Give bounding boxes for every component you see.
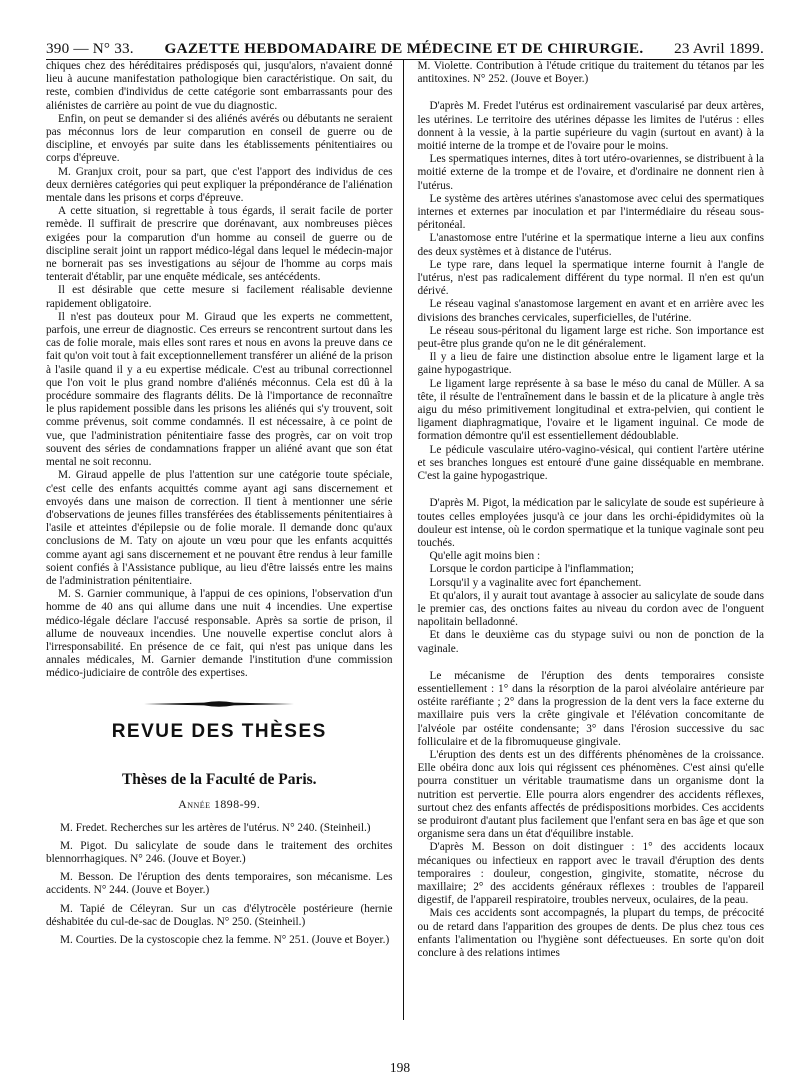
thesis-entry: M. Courties. De la cystoscopie chez la femme. N° 251. (Jouve et Boyer.) bbox=[60, 933, 390, 946]
paragraph: Le réseau sous-péritonal du ligament large est riche. Son importance est peut-être plus grande qu'on ne le dit généralement. bbox=[417, 324, 764, 351]
academic-year: Année 1898-99. bbox=[178, 796, 261, 811]
header-page-issue: 390 — N° 33. bbox=[46, 40, 134, 57]
paragraph: Lorsque le cordon participe à l'inflammation; bbox=[429, 563, 634, 576]
paragraph: chiques chez des héréditaires prédisposés qui, jusqu'alors, n'avaient donné lieu à aucune manifestation pathologique bien caractéristique. On sait, du reste, combien d'individus de cette catégorie sont embarrassants pour des aliénistes de carrière au point de vue du diagnostic. bbox=[46, 60, 393, 112]
paragraph: A cette situation, si regrettable à tous égards, il serait facile de porter remède. Il suffirait de prescrire que dorénavant, aux nombreuses pièces exigées pour la comparution d'un homme au conseil de guerre ou de discipline serait joint un rapport médico-légal dans lequel le médecin-major ne bornerait pas ses investigations au séjour de l'homme au corps mais tenterait d'établir, par une enquête médicale, ses antécédents. bbox=[46, 205, 393, 284]
paragraph: D'après M. Pigot, la médication par le salicylate de soude est supérieure à toutes celles employées jusqu'à ce jour dans les orchi-épididymites où la douleur est intense, où le cordon spermatique et la tunique vaginale sont peu touchés. bbox=[417, 497, 764, 549]
paragraph: Enfin, on peut se demander si des aliénés avérés ou débutants ne seraient pas méconnus lors de leur comparution en conseil de guerre ou de discipline, et envoyés par suite dans les établissements pénitentiaires ou corps d'épreuve. bbox=[46, 112, 393, 165]
ornamental-rule-icon bbox=[144, 699, 294, 709]
header-date: 23 Avril 1899. bbox=[674, 40, 764, 57]
section-divider bbox=[46, 695, 393, 713]
thesis-entry: M. Pigot. Du salicylate de soude dans le traitement des orchites blennorrhagiques. N° 246. (Jouve et Boyer.) bbox=[46, 839, 393, 865]
paragraph: Il n'est pas douteux pour M. Giraud que les experts ne commettent, parfois, une erreur de diagnostic. Ces erreurs se rencontrent surtout dans les cas de folie morale, mais elles sont rares et nous en avons la preuve dans ce fait qu'on voit tout à fait exceptionnellement transférer un aliéné de la prison à l'asile quand il y a eu expertise médicale. C'est au tribunal correctionnel que l'on voit le plus grand nombre d'aliénés méconnus. Cela est dû à la procédure sommaire des flagrants délits. De là l'importance de reconnaître le plus rapidement possible dans les prisons les aliénés qui s'y trouvent, soit comme prévenus, soit comme condamnés. Il est nécessaire, à ce point de vue, que l'administration pénitentiaire fasse des progrès, car on voit trop souvent des séries de condamnations frapper un aliéné avant que son état mental ne soit reconnu. bbox=[46, 310, 393, 469]
paragraph: Qu'elle agit moins bien : bbox=[429, 550, 541, 563]
paragraph: Il y a lieu de faire une distinction absolue entre le ligament large et la gaine hypogastrique. bbox=[417, 351, 764, 377]
paragraph: Le réseau vaginal s'anastomose largement en avant et en arrière avec les divisions des branches cervicales, superficielles, de l'utérine. bbox=[417, 298, 764, 324]
thesis-entry: M. Tapié de Céleyran. Sur un cas d'élytrocèle postérieure (hernie déshabitée du cul-de-sac de Douglas. N° 250. (Steinheil.) bbox=[46, 902, 393, 928]
paragraph: Le pédicule vasculaire utéro-vagino-vésical, qui contient l'artère utérine et ses branches longues est entouré d'une gaine disséquable en membrane. C'est la gaine hypogastrique. bbox=[417, 443, 764, 483]
paragraph: Il est désirable que cette mesure si facilement réalisable devienne rapidement obligatoire. bbox=[46, 284, 393, 310]
paragraph: D'après M. Besson on doit distinguer : 1° des accidents locaux mécaniques ou infectieux en rapport avec le travail d'éruption des dents temporaires : douleur, congestion, gingivite, stomatite, nécrose du maxillaire; 2° des accidents généraux réflexes : troubles de l'appareil digestif, de l'appareil respiratoire, troubles nerveux, oculaires, de la peau. bbox=[417, 841, 764, 907]
paragraph: M. Granjux croit, pour sa part, que c'est l'apport des individus de ces deux dernières catégories qui peut expliquer la prépondérance de l'aliénation mentale dans les prisons et corps d'épreuve. bbox=[46, 165, 393, 205]
header-journal-title: GAZETTE HEBDOMADAIRE DE MÉDECINE ET DE CHIRURGIE. bbox=[164, 40, 644, 57]
paragraph: Le ligament large représente à sa base le méso du canal de Müller. A sa tête, il résulte de l'entraînement dans le bassin et de la plicature à angle très aigu du méso primitivement longitudinal et extra-pelvien, qui contient le ligament diaphragmatique, l'ovaire et le ligament inguinal. Ce mode de formation démontre qu'il est essentiellement dédoublable. bbox=[417, 377, 764, 443]
thesis-entry: M. Violette. Contribution à l'étude critique du traitement du tétanos par les antitoxines. N° 252. (Jouve et Boyer.) bbox=[417, 60, 764, 86]
paragraph: Le type rare, dans lequel la spermatique interne fournit à l'angle de l'utérus, n'est pas radicalement différent du type normal. Il n'en est qu'un dérivé. bbox=[417, 258, 764, 298]
paragraph: Les spermatiques internes, dites à tort utéro-ovariennes, se distribuent à la moitié externe de la trompe et de l'ovaire, et d'ordinaire ne donnent rien à l'utérus. bbox=[417, 153, 764, 192]
paragraph: M. S. Garnier communique, à l'appui de ces opinions, l'observation d'un homme de 40 ans qui allume dans une nuit 4 incendies. Une expertise médico-légale déclare l'accusé responsable. Après sa sortie de prison, il allume de nouveaux incendies. Une nouvelle expertise conclut alors à l'irresponsabilité. En présence de ce fait, qui n'est pas unique dans les annales médicales, M. Garnier demande l'institution d'une commission médico-judiciaire de contrôle des expertises. bbox=[46, 588, 393, 680]
paragraph: Lorsqu'il y a vaginalite avec fort épanchement. bbox=[429, 576, 642, 589]
page-number: 198 bbox=[389, 1060, 411, 1075]
thesis-entry: M. Fredet. Recherches sur les artères de l'utérus. N° 240. (Steinheil.) bbox=[60, 821, 371, 834]
section-title: REVUE DES THÈSES bbox=[111, 720, 327, 742]
paragraph: Et dans le deuxième cas du stypage suivi ou non de ponction de la vaginale. bbox=[417, 629, 764, 655]
paragraph: Mais ces accidents sont accompagnés, la plupart du temps, de précocité ou de retard dans l'apparition des groupes de dents. De plus chez tous ces enfants l'alimentation ou l'hygiène sont défectueuses. En sorte qu'on doit conclure à des relations intimes bbox=[417, 907, 764, 959]
paragraph: Le système des artères utérines s'anastomose avec celui des spermatiques internes et externes par inoculation et par l'intermédiaire du réseau sous-péritonéal. bbox=[417, 192, 764, 232]
paragraph: L'éruption des dents est un des différents phénomènes de la croissance. Elle obéira donc aux lois qui régissent ces phénomènes. C'est ainsi qu'elle pourra constituer un véritable traumatisme dans un organisme dont la nutrition est pervertie. Elle pourra alors engendrer des accidents réflexes, surtout chez des enfants affectés de prédispositions morbides. Ces accidents se produiront d'autant plus facilement que l'enfant sera en bas âge et que son organisme sera dans un état d'équilibre instable. bbox=[417, 748, 764, 841]
left-column bbox=[46, 60, 403, 1020]
subsection-title: Thèses de la Faculté de Paris. bbox=[121, 770, 317, 788]
running-header bbox=[46, 0, 764, 56]
right-column bbox=[403, 60, 765, 1020]
thesis-entry: M. Besson. De l'éruption des dents temporaires, son mécanisme. Les accidents. N° 244. (Jouve et Boyer.) bbox=[46, 871, 393, 897]
paragraph: Le mécanisme de l'éruption des dents temporaires consiste essentiellement : 1° dans la résorption de la paroi alvéolaire antérieure par ostéite raréfiante ; 2° dans la progression de la dent vers la face externe du maxillaire puis vers la crête gingivale et l'élévation concomitante de l'alvéole par ostéite condensante; 3° dans l'érosion successive du sac folliculaire et de la fibromuqueuse gingivale. bbox=[417, 669, 764, 748]
two-column-body bbox=[46, 60, 764, 1020]
paragraph: Et qu'alors, il y aurait tout avantage à associer au salicylate de soude dans le premier cas, des onctions faites au niveau du cordon avec de l'onguent napolitain belladonné. bbox=[417, 589, 764, 629]
paragraph: L'anastomose entre l'utérine et la spermatique interne a lieu aux confins des deux systèmes et à distance de l'utérus. bbox=[417, 232, 764, 258]
paragraph: M. Giraud appelle de plus l'attention sur une catégorie toute spéciale, c'est celle des enfants acquittés comme ayant agi sans discernement et envoyés dans une maison de correction. Il tient à mentionner une série d'observations de jeunes filles transférées des établissements pénitentiaires à l'asile et atteintes d'épilepsie ou de folie morale. Il demande donc qu'aux conclusions de M. Taty on ajoute un vœu pour que les enfants acquittés comme ayant agi sans discernement et ne pouvant être rendus à leur famille soient confiés à l'Assistance publique, au lieu d'être laissés entre les mains de l'administration pénitentiaire. bbox=[46, 469, 393, 587]
paragraph: D'après M. Fredet l'utérus est ordinairement vascularisé par deux artères, les utérines. Le territoire des utérines dépasse les limites de l'utérus : elles donnent à la vessie, à la partie supérieure du vagin (surtout en avant) à la moitié interne de la trompe et de l'ovaire pour le moins. bbox=[417, 100, 764, 153]
